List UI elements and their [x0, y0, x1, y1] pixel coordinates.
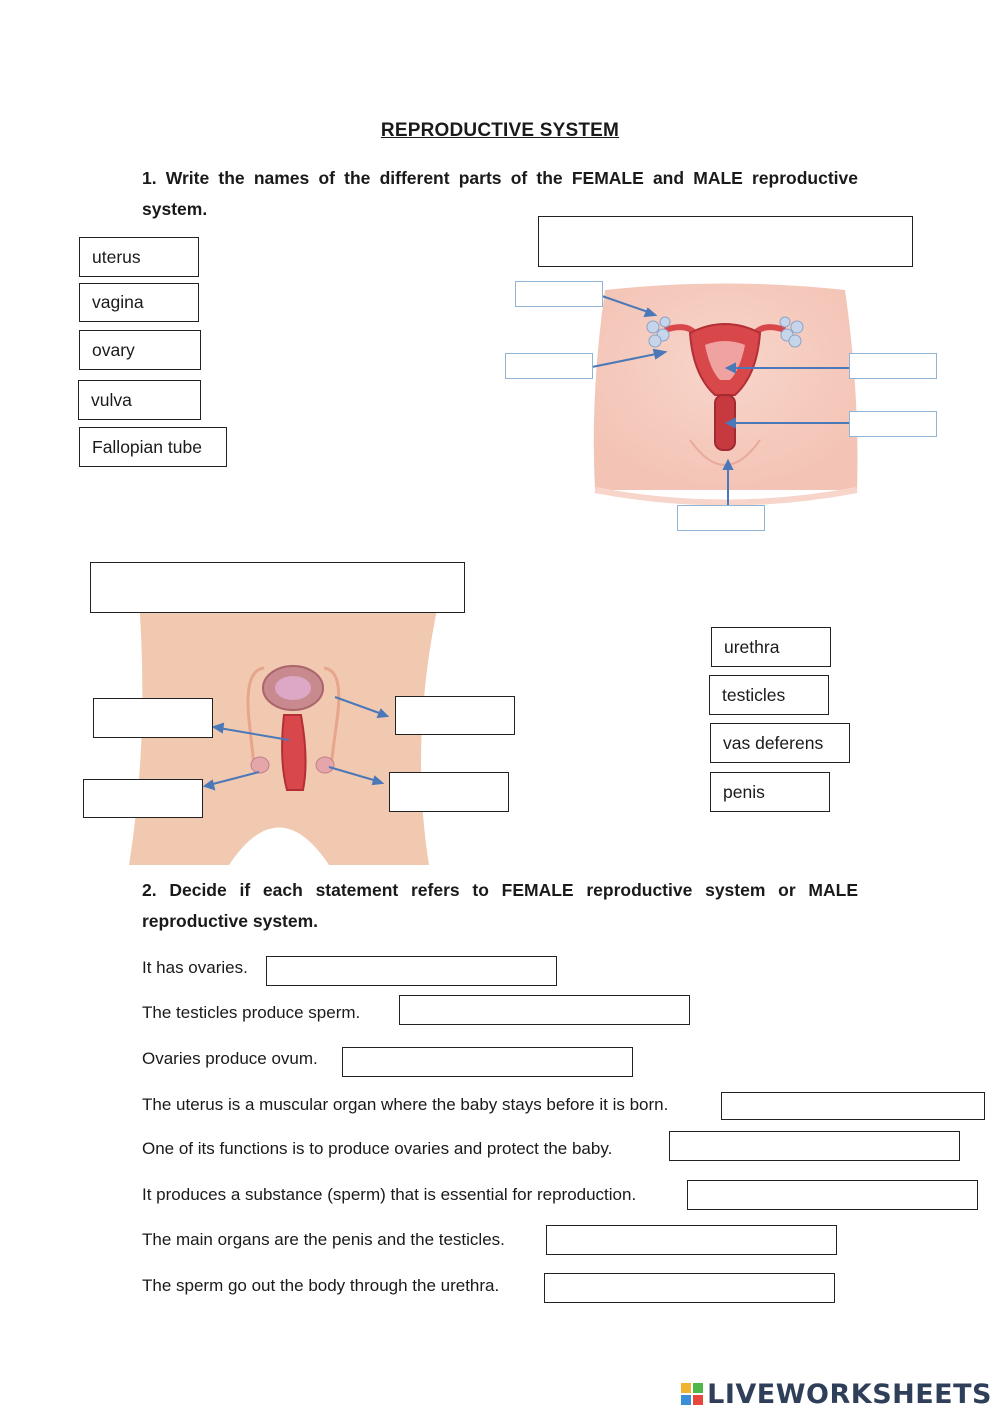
female-label-input-1[interactable] [515, 281, 603, 307]
female-system-title-input[interactable] [538, 216, 913, 267]
word-testicles[interactable]: testicles [709, 675, 829, 715]
answer-input-3[interactable] [342, 1047, 633, 1077]
answer-input-5[interactable] [669, 1131, 960, 1161]
female-label-input-4[interactable] [849, 411, 937, 437]
testicle-right [316, 757, 334, 773]
statement-8: The sperm go out the body through the urethra. [142, 1276, 500, 1295]
answer-input-4[interactable] [721, 1092, 985, 1120]
answer-input-2[interactable] [399, 995, 690, 1025]
question-1: 1. Write the names of the different parts of the FEMALE and MALE reproductive system. [142, 168, 858, 219]
statement-7: The main organs are the penis and the testicles. [142, 1230, 505, 1249]
word-vulva[interactable]: vulva [78, 380, 201, 420]
word-urethra[interactable]: urethra [711, 627, 831, 667]
statement-3: Ovaries produce ovum. [142, 1049, 318, 1068]
answer-input-7[interactable] [546, 1225, 837, 1255]
statement-5: One of its functions is to produce ovaries and protect the baby. [142, 1139, 613, 1158]
male-label-input-1[interactable] [93, 698, 213, 738]
word-ovary[interactable]: ovary [79, 330, 201, 370]
male-label-input-4[interactable] [389, 772, 509, 812]
word-uterus[interactable]: uterus [79, 237, 199, 277]
penis-shape [282, 715, 305, 790]
page-title: REPRODUCTIVE SYSTEM [380, 120, 620, 141]
female-label-input-3[interactable] [849, 353, 937, 379]
statement-4: The uterus is a muscular organ where the baby stays before it is born. [142, 1095, 669, 1114]
answer-input-1[interactable] [266, 956, 557, 986]
liveworksheets-logo[interactable] [681, 1376, 992, 1412]
logo-text: LIVEWORKSHEETS [707, 1378, 992, 1410]
female-label-input-5[interactable] [677, 505, 765, 531]
word-fallopian-tube[interactable]: Fallopian tube [79, 427, 227, 467]
statement-6: It produces a substance (sperm) that is essential for reproduction. [142, 1185, 637, 1204]
male-label-input-3[interactable] [395, 696, 515, 735]
statement-2: The testicles produce sperm. [142, 1003, 361, 1022]
testicle-left [251, 757, 269, 773]
male-system-title-input[interactable] [90, 562, 465, 613]
female-label-input-2[interactable] [505, 353, 593, 379]
answer-input-6[interactable] [687, 1180, 978, 1210]
answer-input-8[interactable] [544, 1273, 835, 1303]
word-penis[interactable]: penis [710, 772, 830, 812]
liveworksheets-blocks-icon [681, 1383, 703, 1405]
female-anatomy-diagram [495, 275, 955, 540]
question-2: 2. Decide if each statement refers to FEMALE reproductive system or MALE reproductive system. [142, 880, 858, 931]
word-vas-deferens[interactable]: vas deferens [710, 723, 850, 763]
word-vagina[interactable]: vagina [79, 283, 199, 322]
statement-1: It has ovaries. [142, 958, 248, 977]
male-label-input-2[interactable] [83, 779, 203, 818]
